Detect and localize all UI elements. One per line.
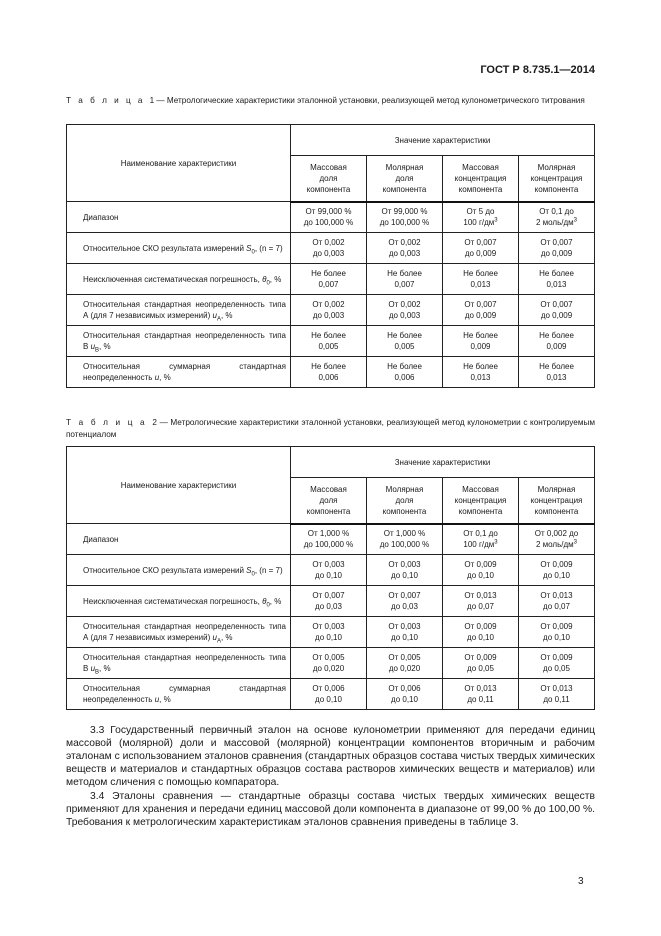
value-line-1: От 0,007 bbox=[464, 300, 497, 309]
column-header-line: компонента bbox=[458, 184, 503, 194]
column-header-line: компонента bbox=[458, 506, 503, 516]
value-line-2: 2 моль/дм bbox=[535, 218, 574, 228]
value-cell bbox=[291, 264, 367, 295]
value-line-2: до 0,009 bbox=[540, 311, 573, 320]
characteristic-name bbox=[67, 648, 291, 679]
characteristic-label bbox=[71, 596, 286, 607]
value-line-2: до 0,009 bbox=[540, 249, 573, 258]
label-suffix: , % bbox=[99, 664, 111, 673]
label-suffix: , (n = 7) bbox=[254, 565, 283, 575]
characteristic-label bbox=[71, 652, 286, 674]
value-line-1: От 0,006 bbox=[312, 684, 345, 693]
value-line-1: От 0,013 bbox=[540, 684, 573, 693]
value-line-1: От 0,1 до bbox=[463, 529, 498, 539]
value-cell bbox=[519, 617, 595, 648]
value-line-1: От 0,009 bbox=[464, 622, 497, 631]
value-line-1: От 0,1 до bbox=[539, 207, 574, 217]
column-header-line: доля bbox=[395, 495, 414, 505]
value-line-2: до 0,03 bbox=[315, 602, 342, 611]
label-text: Относительная стандартная неопределенность типа А (для 7 независимых измерений) bbox=[83, 300, 286, 320]
characteristic-label bbox=[71, 534, 286, 545]
value-cell bbox=[443, 648, 519, 679]
value-line-1: От 0,009 bbox=[464, 560, 497, 569]
value-line-1: От 0,003 bbox=[312, 622, 345, 631]
value-cell bbox=[443, 264, 519, 295]
value-line-2: до 0,020 bbox=[312, 664, 345, 673]
symbol: S bbox=[246, 565, 252, 575]
value-line-2: до 0,10 bbox=[467, 633, 494, 642]
value-line-2: до 0,003 bbox=[312, 249, 345, 258]
value-line-1: От 99,000 % bbox=[305, 207, 352, 217]
value-line-2: до 100,000 % bbox=[379, 540, 430, 550]
table-title: 2 — Метрологические характеристики эталонной установки, реализующей метод кулонометрии с контролируемым потенциалом bbox=[66, 418, 595, 439]
value-line-1: От 0,007 bbox=[464, 238, 497, 247]
value-line-2: до 0,11 bbox=[543, 695, 570, 704]
value-line-1: От 0,002 bbox=[388, 300, 421, 309]
column-header-line: Массовая bbox=[462, 162, 499, 172]
label-suffix: , % bbox=[269, 274, 282, 284]
characteristic-name bbox=[67, 679, 291, 710]
characteristic-label bbox=[71, 330, 286, 352]
value-line-1: Не более bbox=[463, 331, 498, 340]
label-text: Диапазон bbox=[83, 534, 119, 544]
value-line-2: 0,009 bbox=[470, 342, 491, 351]
value-cell bbox=[367, 295, 443, 326]
value-line-1: От 99,000 % bbox=[381, 207, 428, 217]
label-suffix: , % bbox=[269, 596, 282, 606]
paragraph-3-4: 3.4 Эталоны сравнения — стандартные образцы состава чистых твердых химических веществ применяют для хранения и передачи единиц массовой доли компонента в диапазоне от 99,00 % до 100,00 %. Требования к метрологическим характеристикам эталонов сравнения приведены в таблице 3. bbox=[66, 791, 595, 828]
value-line-1: От 0,007 bbox=[388, 591, 421, 600]
symbol-subscript: B bbox=[95, 347, 100, 354]
page-number: 3 bbox=[578, 876, 584, 887]
value-cell bbox=[519, 357, 595, 388]
value-line-1: От 0,003 bbox=[388, 622, 421, 631]
characteristic-name bbox=[67, 617, 291, 648]
table-row bbox=[67, 264, 595, 295]
value-cell bbox=[519, 233, 595, 264]
column-header-line: Массовая bbox=[462, 484, 499, 494]
column-header-name: Наименование характеристики bbox=[67, 447, 291, 524]
symbol: S bbox=[246, 243, 252, 253]
value-line-1: Не более bbox=[539, 331, 574, 340]
value-line-1: Не более bbox=[387, 331, 422, 340]
characteristic-label bbox=[71, 683, 286, 705]
value-line-2: до 0,10 bbox=[315, 695, 342, 704]
value-line-2: до 0,003 bbox=[312, 311, 345, 320]
column-group-header: Значение характеристики bbox=[291, 125, 595, 156]
value-cell bbox=[291, 648, 367, 679]
value-line-1: От 1,000 % bbox=[307, 529, 350, 539]
value-line-2: 0,007 bbox=[394, 280, 415, 289]
column-header-line: Молярная bbox=[537, 162, 576, 172]
value-line-2: 0,006 bbox=[394, 373, 415, 382]
column-header-line: Массовая bbox=[310, 162, 347, 172]
value-cell bbox=[291, 524, 367, 555]
value-line-1: От 0,009 bbox=[540, 622, 573, 631]
value-cell bbox=[519, 295, 595, 326]
characteristic-name bbox=[67, 555, 291, 586]
value-cell bbox=[291, 679, 367, 710]
value-line-1: От 1,000 % bbox=[383, 529, 426, 539]
table-row bbox=[67, 326, 595, 357]
value-cell bbox=[291, 202, 367, 233]
value-line-1: От 0,007 bbox=[540, 300, 573, 309]
value-line-1: От 0,013 bbox=[464, 684, 497, 693]
value-cell bbox=[443, 202, 519, 233]
symbol: u bbox=[90, 342, 96, 351]
symbol: u bbox=[212, 311, 217, 320]
value-line-1: От 0,009 bbox=[540, 560, 573, 569]
value-line-1: Не более bbox=[387, 362, 422, 371]
column-header-line: компонента bbox=[306, 506, 351, 516]
value-line-2: до 0,11 bbox=[467, 695, 494, 704]
table-row bbox=[67, 357, 595, 388]
value-cell bbox=[367, 202, 443, 233]
table-row bbox=[67, 586, 595, 617]
value-line-1: От 0,009 bbox=[540, 653, 573, 662]
column-header-line: концентрация bbox=[530, 173, 583, 183]
value-line-2: до 0,10 bbox=[543, 633, 570, 642]
value-cell bbox=[519, 648, 595, 679]
column-header bbox=[291, 156, 367, 202]
table-row bbox=[67, 648, 595, 679]
value-cell bbox=[291, 326, 367, 357]
value-line-2: 0,009 bbox=[546, 342, 567, 351]
characteristic-label bbox=[71, 299, 286, 321]
value-cell bbox=[443, 524, 519, 555]
value-cell bbox=[443, 679, 519, 710]
value-cell bbox=[443, 326, 519, 357]
value-line-2: до 0,003 bbox=[388, 249, 421, 258]
value-line-2: до 0,10 bbox=[315, 571, 342, 580]
value-cell bbox=[291, 586, 367, 617]
table-label: Т а б л и ц а bbox=[66, 418, 148, 427]
value-cell bbox=[367, 326, 443, 357]
table-row bbox=[67, 679, 595, 710]
label-text: Относительная стандартная неопределенность типа В bbox=[83, 653, 286, 673]
value-cell bbox=[367, 233, 443, 264]
value-cell bbox=[443, 295, 519, 326]
value-line-2: 0,005 bbox=[394, 342, 415, 351]
label-suffix: , % bbox=[220, 633, 233, 642]
value-line-1: От 0,006 bbox=[388, 684, 421, 693]
value-line-1: Не более bbox=[311, 331, 346, 340]
label-text: Неисключенная систематическая погрешность, bbox=[83, 274, 263, 284]
value-cell bbox=[291, 233, 367, 264]
value-line-2: до 0,07 bbox=[543, 602, 570, 611]
column-header bbox=[443, 478, 519, 524]
label-text: Неисключенная систематическая погрешность, bbox=[83, 596, 263, 606]
column-header bbox=[291, 478, 367, 524]
label-suffix: , % bbox=[159, 373, 171, 382]
column-header-line: Молярная bbox=[537, 484, 576, 494]
value-line-2: до 0,10 bbox=[315, 633, 342, 642]
value-line-2: 100 г/дм bbox=[463, 540, 495, 550]
label-text: Диапазон bbox=[83, 212, 119, 222]
symbol-subscript: B bbox=[95, 669, 100, 676]
symbol-subscript: 0 bbox=[251, 571, 255, 578]
column-header-line: компонента bbox=[382, 184, 427, 194]
symbol-subscript: 0 bbox=[266, 602, 270, 609]
value-line-2: 0,013 bbox=[470, 280, 491, 289]
table-label: Т а б л и ц а bbox=[66, 96, 145, 105]
symbol-subscript: 0 bbox=[251, 249, 255, 256]
column-header-line: компонента bbox=[534, 506, 579, 516]
characteristic-name bbox=[67, 233, 291, 264]
value-line-1: От 0,002 bbox=[388, 238, 421, 247]
value-line-2: до 0,03 bbox=[391, 602, 418, 611]
table-row bbox=[67, 233, 595, 264]
unit-exponent: 3 bbox=[573, 217, 577, 224]
body-text bbox=[66, 724, 595, 829]
column-header-line: доля bbox=[395, 173, 414, 183]
symbol-subscript: A bbox=[216, 316, 221, 323]
value-cell bbox=[519, 524, 595, 555]
symbol: u bbox=[154, 373, 160, 382]
value-line-2: до 100,000 % bbox=[303, 540, 354, 550]
value-line-1: Не более bbox=[539, 269, 574, 278]
unit-exponent: 3 bbox=[494, 217, 498, 224]
value-cell bbox=[519, 586, 595, 617]
column-header-line: Молярная bbox=[385, 162, 424, 172]
value-line-1: Не более bbox=[539, 362, 574, 371]
value-line-2: до 0,009 bbox=[464, 249, 497, 258]
value-cell bbox=[519, 555, 595, 586]
value-line-1: От 0,002 bbox=[312, 300, 345, 309]
value-cell bbox=[367, 555, 443, 586]
value-cell bbox=[291, 555, 367, 586]
value-cell bbox=[367, 264, 443, 295]
value-line-2: до 100,000 % bbox=[303, 218, 354, 228]
table-1 bbox=[66, 124, 595, 388]
paragraph-3-3: 3.3 Государственный первичный эталон на основе кулонометрии применяют для передачи единиц массовой (молярной) доли и массовой (молярной) концентрации компонентов вторичным и рабочим эталонам с использованием эталонов сравнения (стандартных образцов состава чистых твердых химических веществ и материалов и стандартных образцов состава растворов химических веществ и материалов) или методом сличения с помощью компаратора. bbox=[66, 725, 595, 788]
column-header-line: концентрация bbox=[530, 495, 583, 505]
value-line-2: 2 моль/дм bbox=[535, 540, 574, 550]
table-row bbox=[67, 202, 595, 233]
value-line-2: до 0,10 bbox=[543, 571, 570, 580]
value-line-2: до 0,020 bbox=[388, 664, 421, 673]
value-line-2: 0,005 bbox=[318, 342, 339, 351]
label-text: Относительное СКО результата измерений bbox=[83, 243, 247, 253]
value-cell bbox=[519, 202, 595, 233]
label-suffix: , % bbox=[220, 311, 233, 320]
value-line-1: Не более bbox=[463, 269, 498, 278]
label-text: Относительная суммарная стандартная неопределенность bbox=[83, 684, 286, 704]
value-line-1: От 0,002 bbox=[312, 238, 345, 247]
value-cell bbox=[443, 617, 519, 648]
value-cell bbox=[291, 357, 367, 388]
column-header bbox=[367, 478, 443, 524]
column-header-line: доля bbox=[319, 495, 338, 505]
value-line-1: От 0,007 bbox=[540, 238, 573, 247]
table-2-caption bbox=[66, 417, 595, 441]
characteristic-name bbox=[67, 264, 291, 295]
value-cell bbox=[443, 233, 519, 264]
column-header-line: концентрация bbox=[454, 173, 507, 183]
characteristic-label bbox=[71, 212, 286, 223]
characteristic-label bbox=[71, 274, 286, 285]
header-row bbox=[67, 447, 595, 478]
label-text: Относительное СКО результата измерений bbox=[83, 565, 247, 575]
value-cell bbox=[367, 648, 443, 679]
column-header-line: компонента bbox=[306, 184, 351, 194]
table-row bbox=[67, 555, 595, 586]
value-line-2: 0,013 bbox=[470, 373, 491, 382]
characteristic-label bbox=[71, 621, 286, 643]
symbol-subscript: 0 bbox=[266, 280, 270, 287]
characteristic-label bbox=[71, 565, 286, 576]
document-header: ГОСТ Р 8.735.1—2014 bbox=[480, 64, 595, 76]
symbol-subscript: A bbox=[216, 638, 221, 645]
column-header-name: Наименование характеристики bbox=[67, 125, 291, 202]
value-line-1: Не более bbox=[387, 269, 422, 278]
value-cell bbox=[443, 357, 519, 388]
characteristic-label bbox=[71, 243, 286, 254]
value-line-2: 100 г/дм bbox=[463, 218, 495, 228]
value-cell bbox=[367, 586, 443, 617]
column-header bbox=[443, 156, 519, 202]
label-suffix: , % bbox=[159, 695, 171, 704]
value-line-2: до 0,05 bbox=[467, 664, 494, 673]
table-row bbox=[67, 524, 595, 555]
value-line-1: От 0,003 bbox=[312, 560, 345, 569]
value-line-1: От 0,013 bbox=[464, 591, 497, 600]
symbol: θ bbox=[262, 596, 267, 606]
value-line-2: 0,013 bbox=[546, 280, 567, 289]
label-text: Относительная стандартная неопределенность типа В bbox=[83, 331, 286, 351]
value-cell bbox=[367, 524, 443, 555]
column-header-line: Массовая bbox=[310, 484, 347, 494]
label-suffix: , % bbox=[99, 342, 111, 351]
table-1-caption bbox=[66, 95, 595, 107]
value-cell bbox=[519, 264, 595, 295]
value-line-1: От 5 до bbox=[466, 207, 495, 217]
column-header-line: концентрация bbox=[454, 495, 507, 505]
label-suffix: , (n = 7) bbox=[254, 243, 283, 253]
value-cell bbox=[519, 679, 595, 710]
value-line-2: до 0,07 bbox=[467, 602, 494, 611]
value-line-1: От 0,003 bbox=[388, 560, 421, 569]
table-title: 1 — Метрологические характеристики эталонной установки, реализующей метод кулонометрического титрования bbox=[149, 96, 585, 105]
value-line-2: 0,007 bbox=[318, 280, 339, 289]
value-line-2: до 0,003 bbox=[388, 311, 421, 320]
value-cell bbox=[443, 586, 519, 617]
value-line-2: до 100,000 % bbox=[379, 218, 430, 228]
table-row bbox=[67, 295, 595, 326]
value-cell bbox=[367, 679, 443, 710]
value-cell bbox=[367, 357, 443, 388]
value-cell bbox=[443, 555, 519, 586]
value-line-1: От 0,002 до bbox=[534, 529, 579, 539]
value-cell bbox=[519, 326, 595, 357]
unit-exponent: 3 bbox=[494, 539, 498, 546]
value-line-1: От 0,013 bbox=[540, 591, 573, 600]
symbol: u bbox=[154, 695, 160, 704]
value-line-2: до 0,10 bbox=[391, 633, 418, 642]
value-line-2: до 0,05 bbox=[543, 664, 570, 673]
characteristic-name bbox=[67, 586, 291, 617]
symbol: θ bbox=[262, 274, 267, 284]
column-header-line: компонента bbox=[382, 506, 427, 516]
characteristic-name bbox=[67, 202, 291, 233]
symbol: u bbox=[212, 633, 217, 642]
value-line-1: Не более bbox=[311, 362, 346, 371]
value-cell bbox=[367, 617, 443, 648]
label-text: Относительная стандартная неопределенность типа А (для 7 независимых измерений) bbox=[83, 622, 286, 642]
value-line-2: до 0,10 bbox=[391, 695, 418, 704]
value-line-1: От 0,007 bbox=[312, 591, 345, 600]
characteristic-label bbox=[71, 361, 286, 383]
label-text: Относительная суммарная стандартная неопределенность bbox=[83, 362, 286, 382]
column-group-header: Значение характеристики bbox=[291, 447, 595, 478]
column-header bbox=[519, 478, 595, 524]
column-header bbox=[519, 156, 595, 202]
characteristic-name bbox=[67, 326, 291, 357]
value-line-2: 0,006 bbox=[318, 373, 339, 382]
column-header-line: Молярная bbox=[385, 484, 424, 494]
value-cell bbox=[291, 295, 367, 326]
value-line-1: От 0,009 bbox=[464, 653, 497, 662]
value-line-1: Не более bbox=[463, 362, 498, 371]
header-row bbox=[67, 125, 595, 156]
value-line-1: От 0,005 bbox=[312, 653, 345, 662]
characteristic-name bbox=[67, 357, 291, 388]
value-line-2: до 0,10 bbox=[467, 571, 494, 580]
value-cell bbox=[291, 617, 367, 648]
column-header bbox=[367, 156, 443, 202]
unit-exponent: 3 bbox=[573, 539, 577, 546]
symbol: u bbox=[90, 664, 96, 673]
characteristic-name bbox=[67, 295, 291, 326]
value-line-2: до 0,009 bbox=[464, 311, 497, 320]
value-line-1: Не более bbox=[311, 269, 346, 278]
table-2 bbox=[66, 446, 595, 710]
table-row bbox=[67, 617, 595, 648]
column-header-line: доля bbox=[319, 173, 338, 183]
value-line-2: 0,013 bbox=[546, 373, 567, 382]
value-line-2: до 0,10 bbox=[391, 571, 418, 580]
column-header-line: компонента bbox=[534, 184, 579, 194]
characteristic-name bbox=[67, 524, 291, 555]
value-line-1: От 0,005 bbox=[388, 653, 421, 662]
